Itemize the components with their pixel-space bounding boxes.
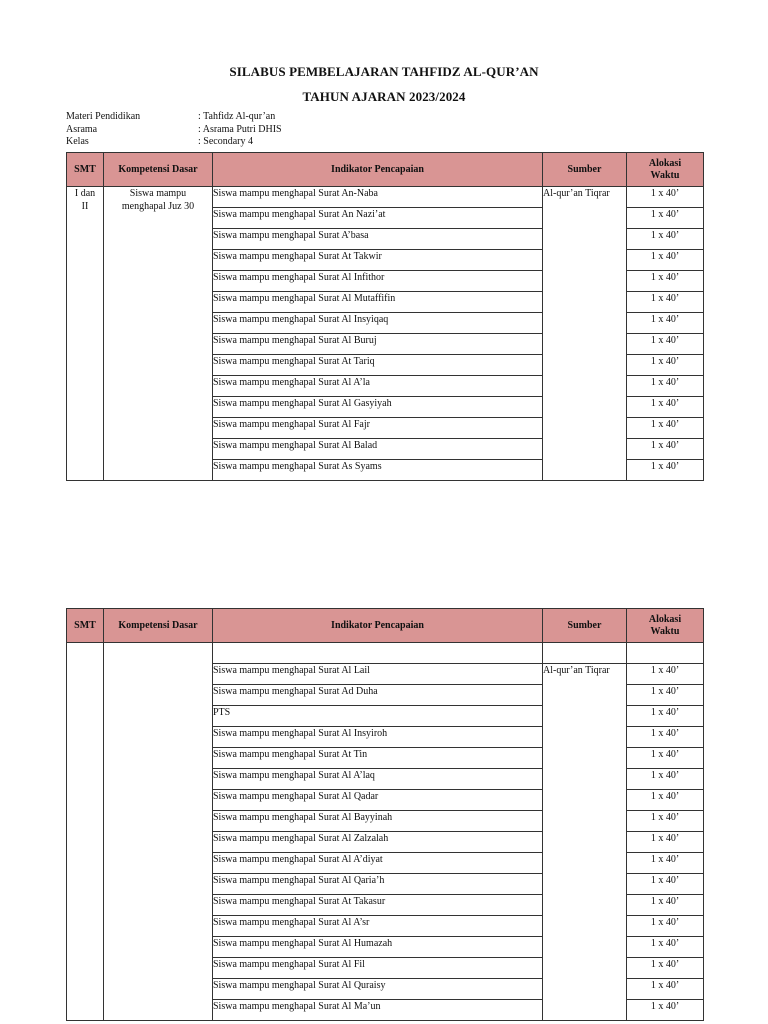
smt-cell — [67, 187, 104, 481]
meta-row-kelas — [66, 136, 282, 149]
document-meta — [66, 111, 282, 149]
smt-line: II — [81, 201, 89, 212]
indikator-cell: Siswa mampu menghapal Surat Al Ma’un — [213, 1000, 543, 1021]
indikator-cell: PTS — [213, 706, 543, 727]
alokasi-waktu-cell: 1 x 40’ — [627, 937, 704, 958]
table-row — [67, 187, 704, 208]
alokasi-waktu-cell: 1 x 40’ — [627, 706, 704, 727]
indikator-cell: Siswa mampu menghapal Surat Al Bayyinah — [213, 811, 543, 832]
indikator-cell: Siswa mampu menghapal Surat Al Zalzalah — [213, 832, 543, 853]
header-smt: SMT — [67, 153, 104, 187]
indikator-cell: Siswa mampu menghapal Surat A’basa — [213, 229, 543, 250]
meta-label: Materi Pendidikan — [66, 111, 141, 122]
indikator-cell: Siswa mampu menghapal Surat Al Qaria’h — [213, 874, 543, 895]
alokasi-waktu-cell: 1 x 40’ — [627, 853, 704, 874]
alokasi-waktu-cell: 1 x 40’ — [627, 685, 704, 706]
syllabus-table-2 — [66, 608, 704, 1021]
kompetensi-cell — [104, 187, 213, 481]
alokasi-waktu-cell: 1 x 40’ — [627, 958, 704, 979]
meta-label: Asrama — [66, 123, 98, 135]
table-header-row — [67, 153, 704, 187]
indikator-cell: Siswa mampu menghapal Surat Ad Duha — [213, 685, 543, 706]
indikator-cell: Siswa mampu menghapal Surat Al Insyiroh — [213, 727, 543, 748]
alokasi-waktu-cell: 1 x 40’ — [627, 334, 704, 355]
indikator-cell: Siswa mampu menghapal Surat Al Quraisy — [213, 979, 543, 1000]
header-smt: SMT — [67, 609, 104, 643]
indikator-cell: Siswa mampu menghapal Surat Al Infithor — [213, 271, 543, 292]
alokasi-waktu-cell: 1 x 40’ — [627, 418, 704, 439]
header-alokasi-line2: Waktu — [650, 169, 680, 181]
indikator-cell: Siswa mampu menghapal Surat Al Gasyiyah — [213, 397, 543, 418]
kompetensi-cell — [104, 643, 213, 1021]
header-indikator: Indikator Pencapaian — [213, 153, 543, 187]
indikator-cell: Siswa mampu menghapal Surat Al Buruj — [213, 334, 543, 355]
indikator-cell: Siswa mampu menghapal Surat Al Fil — [213, 958, 543, 979]
table-header-row — [67, 609, 704, 643]
header-indikator: Indikator Pencapaian — [213, 609, 543, 643]
indikator-cell: Siswa mampu menghapal Surat Al Fajr — [213, 418, 543, 439]
alokasi-waktu-cell: 1 x 40’ — [627, 460, 704, 481]
alokasi-waktu-cell: 1 x 40’ — [627, 748, 704, 769]
meta-value: : Asrama Putri DHIS — [198, 123, 282, 135]
alokasi-waktu-cell: 1 x 40’ — [627, 916, 704, 937]
indikator-cell: Siswa mampu menghapal Surat Al A’laq — [213, 769, 543, 790]
alokasi-waktu-cell: 1 x 40’ — [627, 187, 704, 208]
indikator-cell: Siswa mampu menghapal Surat Al A’la — [213, 376, 543, 397]
alokasi-waktu-cell: 1 x 40’ — [627, 376, 704, 397]
alokasi-waktu-cell: 1 x 40’ — [627, 313, 704, 334]
alokasi-waktu-cell: 1 x 40’ — [627, 397, 704, 418]
alokasi-waktu-cell: 1 x 40’ — [627, 769, 704, 790]
meta-label: Kelas — [66, 136, 89, 147]
alokasi-waktu-cell: 1 x 40’ — [627, 208, 704, 229]
indikator-cell: Siswa mampu menghapal Surat Al Lail — [213, 664, 543, 685]
indikator-cell: Siswa mampu menghapal Surat At Tin — [213, 748, 543, 769]
kompetensi-line: Siswa mampu — [129, 188, 187, 199]
header-alokasi-waktu — [627, 153, 704, 187]
indikator-cell: Siswa mampu menghapal Surat As Syams — [213, 460, 543, 481]
indikator-cell: Siswa mampu menghapal Surat At Tariq — [213, 355, 543, 376]
indikator-cell: Siswa mampu menghapal Surat Al A’sr — [213, 916, 543, 937]
alokasi-waktu-cell: 1 x 40’ — [627, 1000, 704, 1021]
alokasi-waktu-cell: 1 x 40’ — [627, 664, 704, 685]
alokasi-waktu-cell: 1 x 40’ — [627, 979, 704, 1000]
alokasi-waktu-cell: 1 x 40’ — [627, 727, 704, 748]
indikator-cell — [213, 643, 543, 664]
indikator-cell: Siswa mampu menghapal Surat Al Balad — [213, 439, 543, 460]
header-alokasi-line1: Alokasi — [648, 613, 682, 625]
alokasi-waktu-cell — [627, 643, 704, 664]
indikator-cell: Siswa mampu menghapal Surat An Nazi’at — [213, 208, 543, 229]
alokasi-waktu-cell: 1 x 40’ — [627, 229, 704, 250]
alokasi-waktu-cell: 1 x 40’ — [627, 271, 704, 292]
alokasi-waktu-cell: 1 x 40’ — [627, 895, 704, 916]
alokasi-waktu-cell: 1 x 40’ — [627, 250, 704, 271]
alokasi-waktu-cell: 1 x 40’ — [627, 439, 704, 460]
header-alokasi-line2: Waktu — [650, 625, 680, 637]
indikator-cell: Siswa mampu menghapal Surat Al Humazah — [213, 937, 543, 958]
syllabus-table-1 — [66, 152, 704, 481]
alokasi-waktu-cell: 1 x 40’ — [627, 874, 704, 895]
meta-row-asrama — [66, 124, 282, 137]
indikator-cell: Siswa mampu menghapal Surat At Takwir — [213, 250, 543, 271]
indikator-cell: Siswa mampu menghapal Surat An-Naba — [213, 187, 543, 208]
kompetensi-line: menghapal Juz 30 — [121, 201, 195, 212]
meta-value: : Secondary 4 — [198, 136, 253, 147]
indikator-cell: Siswa mampu menghapal Surat Al A’diyat — [213, 853, 543, 874]
indikator-cell: Siswa mampu menghapal Surat Al Qadar — [213, 790, 543, 811]
smt-line: I dan — [74, 188, 96, 199]
alokasi-waktu-cell: 1 x 40’ — [627, 292, 704, 313]
indikator-cell: Siswa mampu menghapal Surat Al Mutaffifin — [213, 292, 543, 313]
header-kompetensi: Kompetensi Dasar — [104, 153, 213, 187]
header-sumber: Sumber — [543, 153, 627, 187]
sumber-cell: Al-qur’an Tiqrar — [543, 187, 627, 481]
meta-value: : Tahfidz Al-qur’an — [198, 111, 276, 122]
smt-cell — [67, 643, 104, 1021]
header-alokasi-waktu — [627, 609, 704, 643]
academic-year: TAHUN AJARAN 2023/2024 — [302, 89, 466, 104]
alokasi-waktu-cell: 1 x 40’ — [627, 832, 704, 853]
table-row — [67, 643, 704, 664]
header-alokasi-line1: Alokasi — [648, 157, 682, 169]
header-kompetensi: Kompetensi Dasar — [104, 609, 213, 643]
alokasi-waktu-cell: 1 x 40’ — [627, 811, 704, 832]
alokasi-waktu-cell: 1 x 40’ — [627, 790, 704, 811]
sumber-cell: Al-qur’an Tiqrar — [543, 664, 627, 1021]
header-sumber: Sumber — [543, 609, 627, 643]
meta-row-materi — [66, 111, 282, 124]
indikator-cell: Siswa mampu menghapal Surat Al Insyiqaq — [213, 313, 543, 334]
sumber-cell — [543, 643, 627, 664]
alokasi-waktu-cell: 1 x 40’ — [627, 355, 704, 376]
indikator-cell: Siswa mampu menghapal Surat At Takasur — [213, 895, 543, 916]
document-title: SILABUS PEMBELAJARAN TAHFIDZ AL-QUR’AN — [229, 64, 539, 79]
